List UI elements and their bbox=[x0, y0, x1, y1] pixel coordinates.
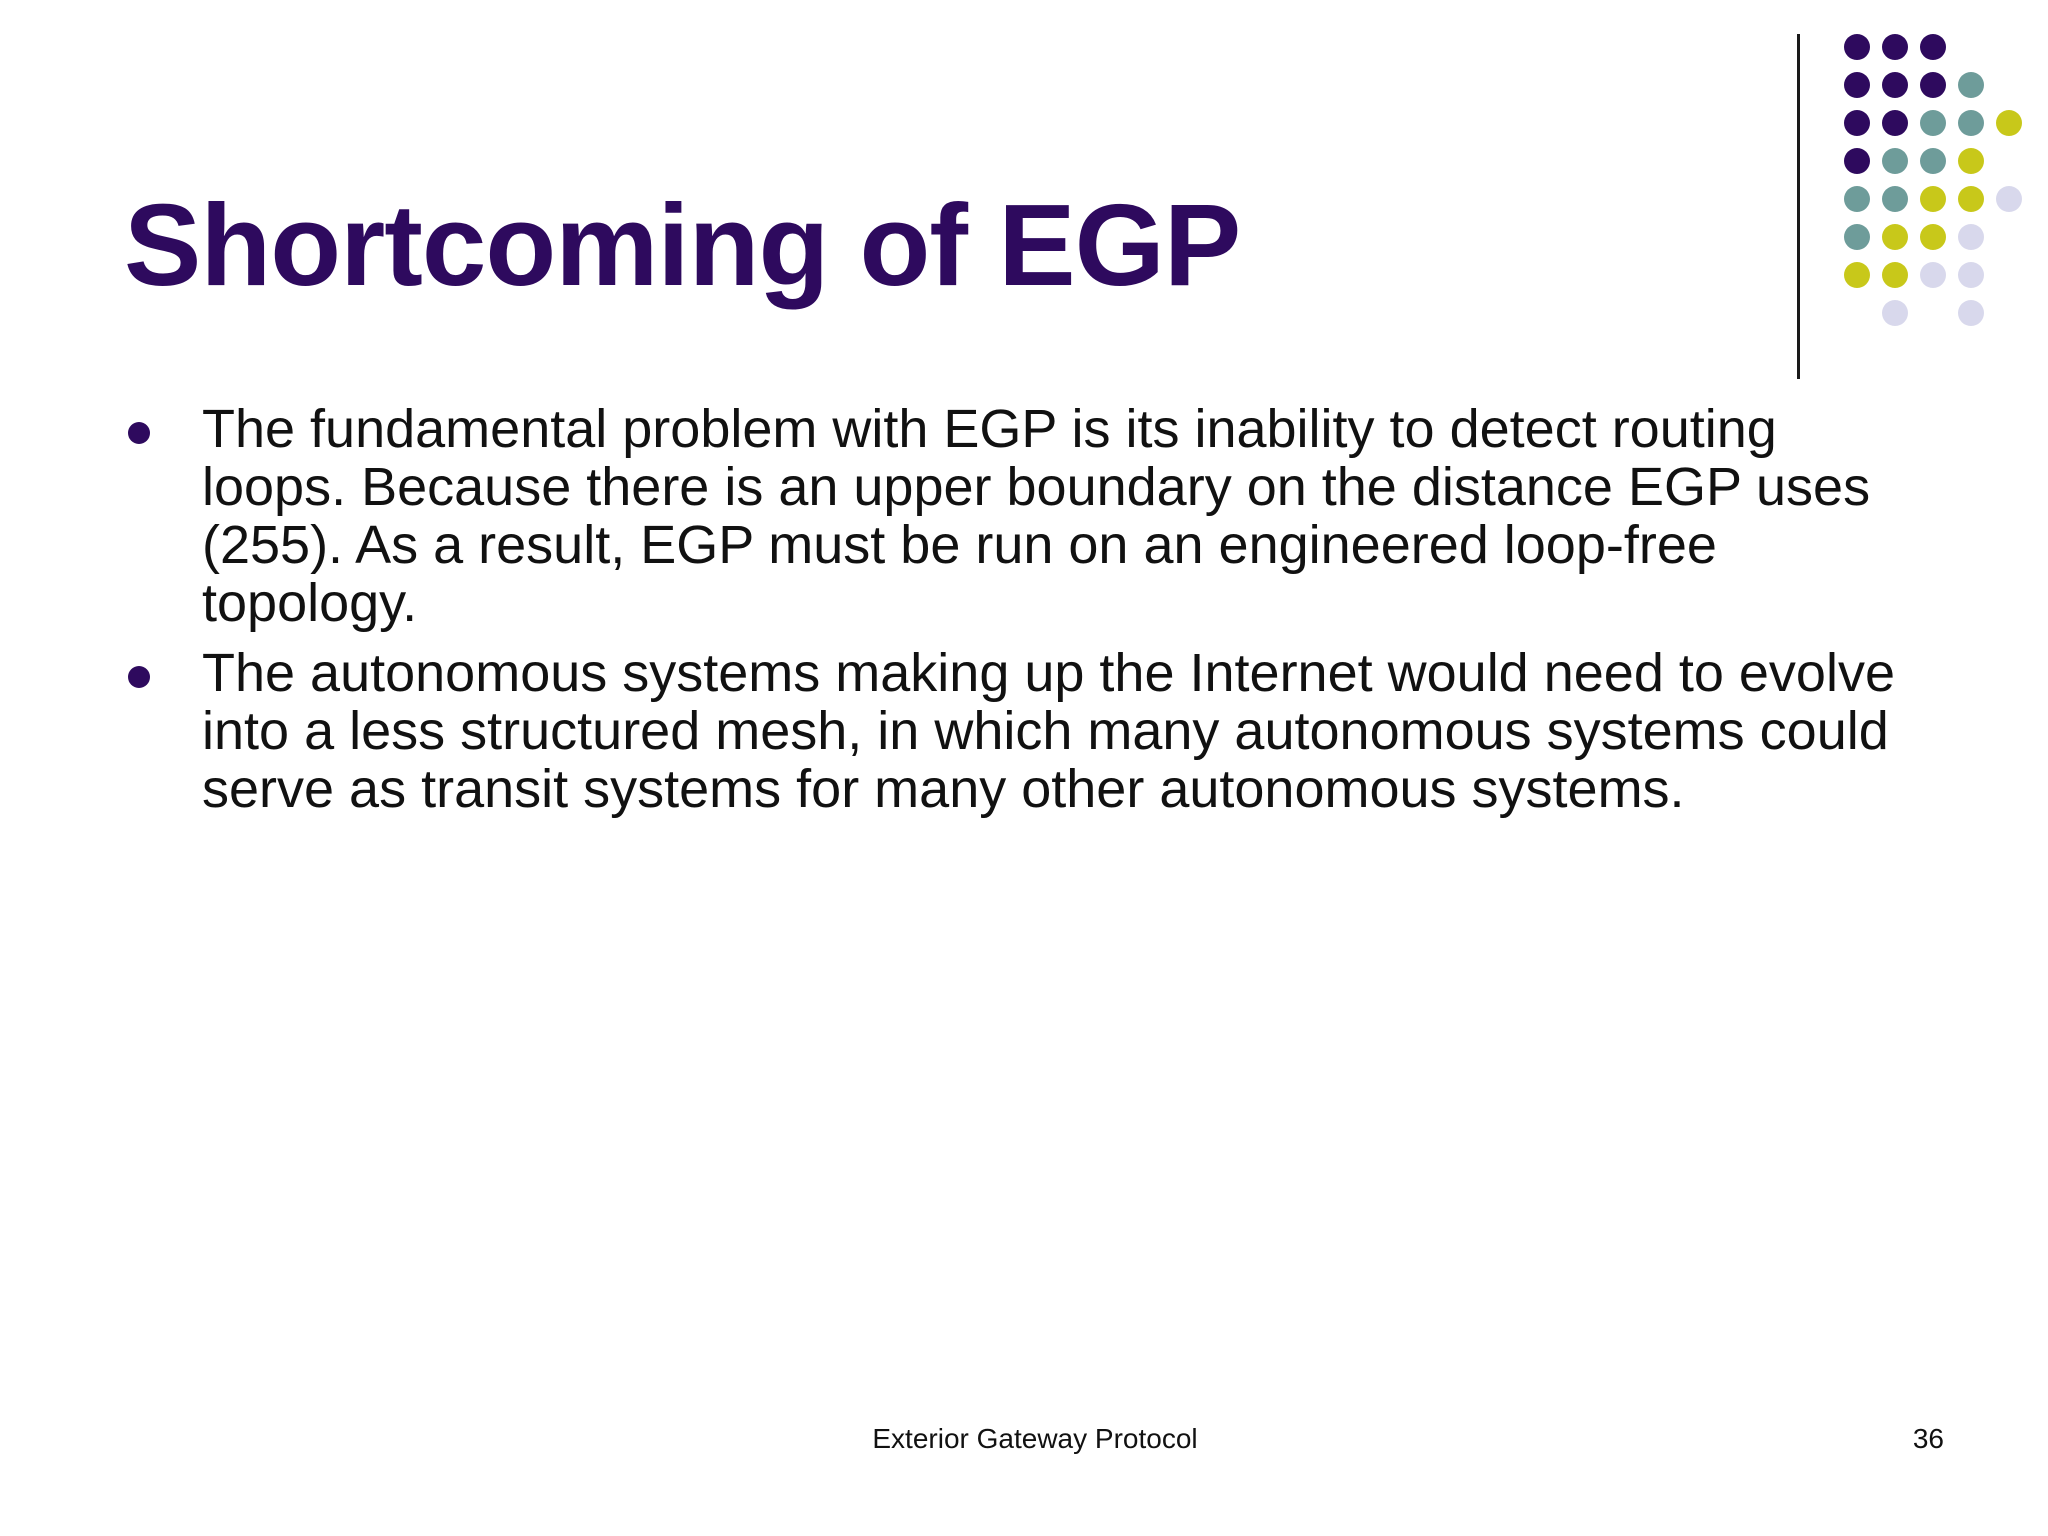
decorative-dot bbox=[1882, 148, 1908, 174]
decorative-dot bbox=[1958, 186, 1984, 212]
decorative-dot bbox=[1844, 34, 1870, 60]
decorative-dot bbox=[1996, 110, 2022, 136]
bullet-text: The autonomous systems making up the Internet would need to evolve into a less structured mesh, in which many autonomous systems could serve as transit systems for many other autonomous systems. bbox=[202, 643, 1895, 819]
decorative-dot bbox=[1882, 300, 1908, 326]
decorative-dot bbox=[1920, 110, 1946, 136]
decorative-dot bbox=[1920, 148, 1946, 174]
decorative-dot bbox=[1882, 262, 1908, 288]
bullet-list bbox=[124, 400, 1944, 830]
decorative-dot bbox=[1882, 224, 1908, 250]
decorative-dot bbox=[1882, 110, 1908, 136]
bullet-dot bbox=[128, 666, 150, 688]
decorative-dot bbox=[1882, 34, 1908, 60]
decorative-dot bbox=[1920, 72, 1946, 98]
slide-title: Shortcoming of EGP bbox=[124, 180, 1241, 310]
decorative-dot bbox=[1920, 186, 1946, 212]
decorative-dot bbox=[1958, 262, 1984, 288]
decorative-dot bbox=[1844, 110, 1870, 136]
footer-title: Exterior Gateway Protocol bbox=[872, 1423, 1198, 1454]
decorative-dot bbox=[1882, 186, 1908, 212]
decorative-dot bbox=[1958, 300, 1984, 326]
page-number: 36 bbox=[1912, 1423, 1944, 1454]
decorative-dot bbox=[1882, 72, 1908, 98]
decorative-dot bbox=[1996, 186, 2022, 212]
decorative-dot bbox=[1958, 224, 1984, 250]
decorative-dot bbox=[1958, 72, 1984, 98]
bullet-dot bbox=[128, 422, 150, 444]
decorative-dot bbox=[1844, 224, 1870, 250]
decorative-dot bbox=[1844, 262, 1870, 288]
decorative-dot bbox=[1844, 148, 1870, 174]
bullet-item bbox=[124, 400, 1944, 632]
decorative-dot bbox=[1920, 262, 1946, 288]
decorative-dot bbox=[1958, 110, 1984, 136]
decorative-dot bbox=[1844, 72, 1870, 98]
decorative-dot bbox=[1920, 34, 1946, 60]
bullet-text: The fundamental problem with EGP is its inability to detect routing loops. Because there is an upper boundary on the distance EGP uses (255). As a result, EGP must be run on an engineered loop-free topology. bbox=[202, 399, 1871, 633]
decorative-dot bbox=[1844, 186, 1870, 212]
header-divider bbox=[1797, 34, 1800, 379]
decorative-dot bbox=[1958, 148, 1984, 174]
decorative-dot bbox=[1920, 224, 1946, 250]
bullet-item bbox=[124, 644, 1944, 818]
